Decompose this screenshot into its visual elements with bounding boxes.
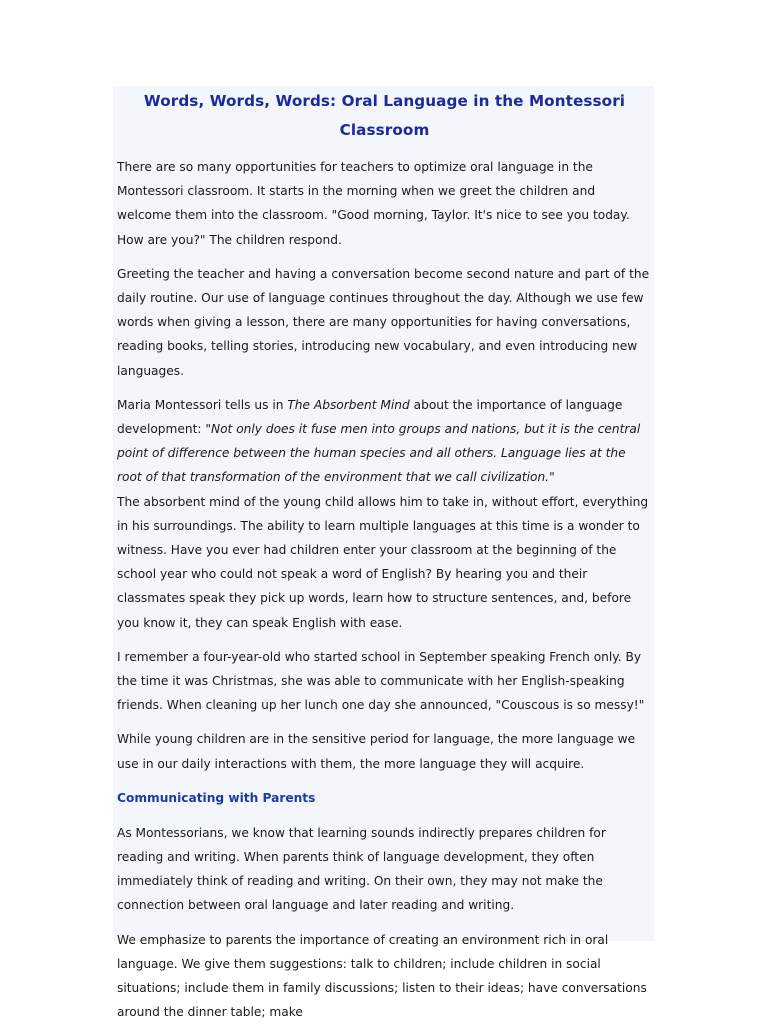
quote-end-text: ": [549, 470, 555, 485]
article-body: [113, 87, 654, 1025]
paragraph-absorbent-mind: The absorbent mind of the young child allows him to take in, without effort, everything in his surroundings. The ability to learn multiple languages at this time is a wonder to witness. Have you ever had children enter your classroom at the beginning of the school year who could not speak a word of English? By hearing you and their classmates speak they pick up words, learn how to structure sentences, and, before you know it, they can speak English with ease.: [117, 494, 649, 630]
document-page: [113, 86, 654, 1020]
paragraph-montessori-quote: [117, 393, 652, 490]
book-title: The Absorbent Mind: [287, 397, 410, 412]
paragraph-french-example: I remember a four-year-old who started school in September speaking French only. By the time it was Christmas, she was able to communicate with her English-speaking friends. When cleaning up her lunch one day she announced, "Couscous is so messy!": [117, 649, 645, 713]
article-title: Words, Words, Words: Oral Language in the Montessori Classroom: [143, 92, 626, 139]
paragraph-suggestions: We emphasize to parents the importance of creating an environment rich in oral language. We give them suggestions: talk to children; include children in social situations; include them in family discussions; listen to their ideas; have conversations around the dinner table; make: [117, 932, 647, 1020]
paragraph-intro: There are so many opportunities for teachers to optimize oral language in the Montessori classroom. It starts in the morning when we greet the children and welcome them into the classroom. "Good morning, Taylor. It's nice to see you today. How are you?" The children respond.: [117, 160, 630, 247]
paragraph-parents: As Montessorians, we know that learning sounds indirectly prepares children for reading and writing. When parents think of language development, they often immediately think of reading and writing. On their own, they may not make the connection between oral language and later reading and writing.: [117, 825, 606, 913]
quote-mid-text: about the importance of language development: ": [117, 397, 623, 437]
quote-lead-text: Maria Montessori tells us in: [117, 397, 288, 412]
paragraph-sensitive-period: While young children are in the sensitive period for language, the more language we use in our daily interactions with them, the more language they will acquire.: [117, 732, 636, 771]
montessori-quote: Not only does it fuse men into groups and nations, but it is the central point of difference between the human species and all others. Language lies at the root of that transformation of the environment that we call civilization.: [117, 422, 641, 485]
paragraph-greeting: Greeting the teacher and having a conversation become second nature and part of the daily routine. Our use of language continues throughout the day. Although we use few words when giving a lesson, there are many opportunities for having conversations, reading books, telling stories, introducing new vocabulary, and even introducing new languages.: [117, 266, 650, 378]
section-heading: Communicating with Parents: [117, 790, 316, 805]
